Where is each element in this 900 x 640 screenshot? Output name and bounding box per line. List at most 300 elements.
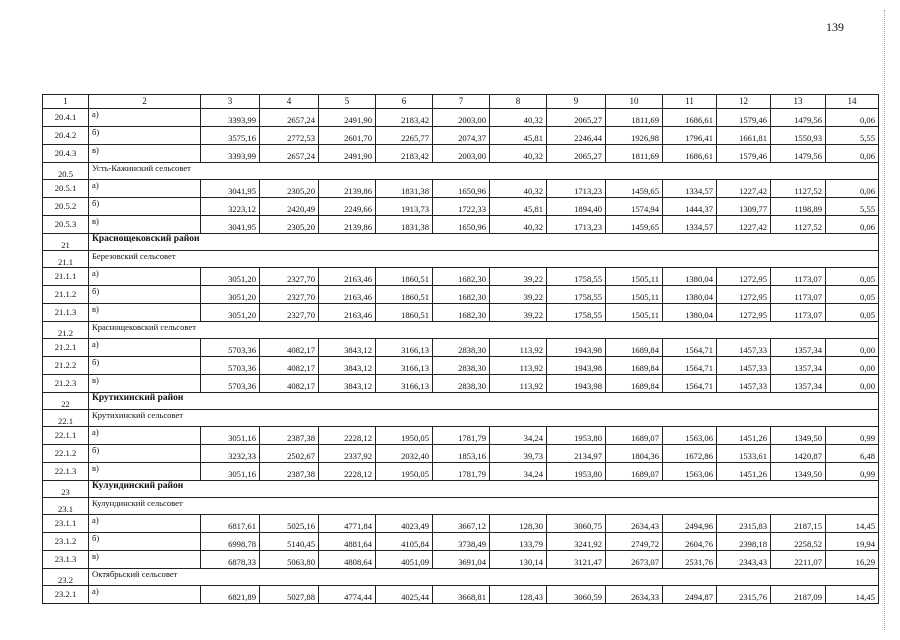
row-code: 20.5.1: [43, 180, 89, 198]
header-cell: 7: [433, 95, 490, 109]
value-cell: 1689,84: [606, 339, 663, 357]
value-cell: 3166,13: [376, 375, 433, 393]
row-variant: в): [89, 216, 201, 234]
value-cell: 1334,57: [663, 216, 717, 234]
value-cell: 1357,34: [771, 375, 826, 393]
value-cell: 2398,18: [717, 533, 771, 551]
value-cell: 1420,87: [771, 445, 826, 463]
row-variant: а): [89, 427, 201, 445]
table-row: [43, 463, 879, 481]
value-cell: 3738,49: [433, 533, 490, 551]
row-code: 23.1.1: [43, 515, 89, 533]
value-cell: 6821,89: [201, 586, 260, 604]
value-cell: 2337,92: [319, 445, 376, 463]
header-cell: 14: [826, 95, 879, 109]
value-cell: 2604,76: [663, 533, 717, 551]
value-cell: 1831,38: [376, 216, 433, 234]
value-cell: 1564,71: [663, 357, 717, 375]
row-code: 21.2.1: [43, 339, 89, 357]
table-row: [43, 268, 879, 286]
value-cell: 1913,73: [376, 198, 433, 216]
value-cell: 3166,13: [376, 339, 433, 357]
value-cell: 14,45: [826, 586, 879, 604]
value-cell: 1127,52: [771, 180, 826, 198]
value-cell: 3166,13: [376, 357, 433, 375]
value-cell: 1451,26: [717, 427, 771, 445]
value-cell: 2838,30: [433, 357, 490, 375]
table-row: [43, 216, 879, 234]
row-variant: б): [89, 198, 201, 216]
value-cell: 40,32: [490, 145, 547, 163]
value-cell: 1758,55: [547, 286, 606, 304]
value-cell: 1505,11: [606, 268, 663, 286]
district-row: [43, 234, 879, 251]
value-cell: 1563,06: [663, 463, 717, 481]
value-cell: 1127,52: [771, 216, 826, 234]
district-name: Кулундинский район: [89, 481, 879, 498]
value-cell: 1349,50: [771, 427, 826, 445]
table-row: [43, 198, 879, 216]
value-cell: 1198,89: [771, 198, 826, 216]
row-variant: в): [89, 304, 201, 322]
value-cell: 1451,26: [717, 463, 771, 481]
row-code: 20.4.2: [43, 127, 89, 145]
header-cell: 11: [663, 95, 717, 109]
value-cell: 2183,42: [376, 109, 433, 127]
value-cell: 5,55: [826, 198, 879, 216]
value-cell: 1796,41: [663, 127, 717, 145]
value-cell: 3668,81: [433, 586, 490, 604]
value-cell: 1943,98: [547, 375, 606, 393]
table-row: [43, 533, 879, 551]
value-cell: 1682,30: [433, 268, 490, 286]
value-cell: 2491,90: [319, 145, 376, 163]
section-code: 20.5: [43, 163, 89, 180]
section-code: 23.1: [43, 498, 89, 515]
row-variant: в): [89, 551, 201, 569]
value-cell: 1457,33: [717, 357, 771, 375]
row-variant: а): [89, 180, 201, 198]
value-cell: 0,00: [826, 375, 879, 393]
value-cell: 1272,95: [717, 304, 771, 322]
value-cell: 1926,98: [606, 127, 663, 145]
value-cell: 1533,61: [717, 445, 771, 463]
value-cell: 2749,72: [606, 533, 663, 551]
value-cell: 113,92: [490, 339, 547, 357]
value-cell: 4082,17: [260, 339, 319, 357]
value-cell: 2228,12: [319, 427, 376, 445]
value-cell: 40,32: [490, 180, 547, 198]
value-cell: 0,06: [826, 216, 879, 234]
row-code: 22.1.2: [43, 445, 89, 463]
settlement-row: [43, 322, 879, 339]
value-cell: 6817,61: [201, 515, 260, 533]
value-cell: 2246,44: [547, 127, 606, 145]
value-cell: 1811,69: [606, 145, 663, 163]
table-row: [43, 339, 879, 357]
value-cell: 2673,07: [606, 551, 663, 569]
data-table: [42, 94, 879, 604]
value-cell: 1722,33: [433, 198, 490, 216]
scan-edge-line: [884, 10, 885, 630]
value-cell: 2838,30: [433, 375, 490, 393]
row-code: 21.1.2: [43, 286, 89, 304]
value-cell: 0,05: [826, 286, 879, 304]
value-cell: 1689,07: [606, 463, 663, 481]
value-cell: 1682,30: [433, 286, 490, 304]
value-cell: 3121,47: [547, 551, 606, 569]
value-cell: 1650,96: [433, 180, 490, 198]
header-cell: 10: [606, 95, 663, 109]
table-row: [43, 109, 879, 127]
settlement-row: [43, 251, 879, 268]
settlement-name: Усть-Кажинский сельсовет: [89, 163, 879, 180]
value-cell: 1943,98: [547, 339, 606, 357]
value-cell: 0,06: [826, 180, 879, 198]
table-row: [43, 445, 879, 463]
value-cell: 1579,46: [717, 109, 771, 127]
value-cell: 1689,07: [606, 427, 663, 445]
value-cell: 2327,70: [260, 304, 319, 322]
value-cell: 39,22: [490, 304, 547, 322]
value-cell: 1758,55: [547, 304, 606, 322]
row-code: 20.4.1: [43, 109, 89, 127]
value-cell: 39,73: [490, 445, 547, 463]
value-cell: 3060,75: [547, 515, 606, 533]
value-cell: 5703,36: [201, 339, 260, 357]
value-cell: 6,48: [826, 445, 879, 463]
value-cell: 1713,23: [547, 216, 606, 234]
row-code: 21.2.2: [43, 357, 89, 375]
value-cell: 1713,23: [547, 180, 606, 198]
value-cell: 3843,12: [319, 357, 376, 375]
value-cell: 2032,40: [376, 445, 433, 463]
value-cell: 5063,80: [260, 551, 319, 569]
value-cell: 0,99: [826, 427, 879, 445]
value-cell: 1227,42: [717, 216, 771, 234]
value-cell: 1380,04: [663, 304, 717, 322]
value-cell: 2211,07: [771, 551, 826, 569]
row-variant: в): [89, 375, 201, 393]
value-cell: 4105,84: [376, 533, 433, 551]
value-cell: 3041,95: [201, 180, 260, 198]
row-code: 23.1.2: [43, 533, 89, 551]
value-cell: 1459,65: [606, 180, 663, 198]
value-cell: 1309,77: [717, 198, 771, 216]
value-cell: 5027,88: [260, 586, 319, 604]
value-cell: 3843,12: [319, 339, 376, 357]
value-cell: 1357,34: [771, 357, 826, 375]
value-cell: 4881,64: [319, 533, 376, 551]
district-name: Краснощековский район: [89, 234, 879, 251]
value-cell: 2420,49: [260, 198, 319, 216]
value-cell: 1550,93: [771, 127, 826, 145]
value-cell: 1804,36: [606, 445, 663, 463]
value-cell: 34,24: [490, 427, 547, 445]
settlement-row: [43, 498, 879, 515]
value-cell: 2657,24: [260, 145, 319, 163]
value-cell: 3667,12: [433, 515, 490, 533]
row-code: 22.1.3: [43, 463, 89, 481]
value-cell: 2258,52: [771, 533, 826, 551]
table-header-row: [43, 95, 879, 109]
settlement-name: Октябрьский сельсовет: [89, 569, 879, 586]
district-row: [43, 393, 879, 410]
row-variant: б): [89, 286, 201, 304]
value-cell: 2265,77: [376, 127, 433, 145]
value-cell: 1574,94: [606, 198, 663, 216]
header-cell: 6: [376, 95, 433, 109]
value-cell: 2134,97: [547, 445, 606, 463]
value-cell: 2494,87: [663, 586, 717, 604]
value-cell: 3041,95: [201, 216, 260, 234]
value-cell: 2163,46: [319, 286, 376, 304]
value-cell: 1686,61: [663, 145, 717, 163]
header-cell: 8: [490, 95, 547, 109]
value-cell: 0,99: [826, 463, 879, 481]
value-cell: 0,00: [826, 357, 879, 375]
row-variant: а): [89, 515, 201, 533]
row-variant: б): [89, 533, 201, 551]
value-cell: 3051,20: [201, 304, 260, 322]
value-cell: 2657,24: [260, 109, 319, 127]
row-code: 23.2.1: [43, 586, 89, 604]
settlement-row: [43, 163, 879, 180]
value-cell: 1579,46: [717, 145, 771, 163]
header-cell: 3: [201, 95, 260, 109]
value-cell: 2327,70: [260, 268, 319, 286]
value-cell: 1860,51: [376, 304, 433, 322]
row-variant: а): [89, 339, 201, 357]
value-cell: 1953,80: [547, 427, 606, 445]
value-cell: 4808,64: [319, 551, 376, 569]
value-cell: 2838,30: [433, 339, 490, 357]
row-code: 20.5.2: [43, 198, 89, 216]
row-code: 23.1.3: [43, 551, 89, 569]
row-variant: б): [89, 127, 201, 145]
table-row: [43, 180, 879, 198]
value-cell: 3843,12: [319, 375, 376, 393]
row-variant: в): [89, 145, 201, 163]
value-cell: 1781,79: [433, 463, 490, 481]
value-cell: 0,05: [826, 304, 879, 322]
value-cell: 3223,12: [201, 198, 260, 216]
value-cell: 2065,27: [547, 145, 606, 163]
value-cell: 3051,16: [201, 427, 260, 445]
table-row: [43, 127, 879, 145]
value-cell: 4082,17: [260, 375, 319, 393]
value-cell: 34,24: [490, 463, 547, 481]
value-cell: 5140,45: [260, 533, 319, 551]
table-row: [43, 515, 879, 533]
table-body: [43, 109, 879, 604]
value-cell: 5,55: [826, 127, 879, 145]
value-cell: 128,30: [490, 515, 547, 533]
value-cell: 2772,53: [260, 127, 319, 145]
value-cell: 2343,43: [717, 551, 771, 569]
value-cell: 113,92: [490, 357, 547, 375]
settlement-name: Березовский сельсовет: [89, 251, 879, 268]
value-cell: 1380,04: [663, 268, 717, 286]
value-cell: 113,92: [490, 375, 547, 393]
value-cell: 2601,70: [319, 127, 376, 145]
value-cell: 2163,46: [319, 304, 376, 322]
value-cell: 3060,59: [547, 586, 606, 604]
value-cell: 2228,12: [319, 463, 376, 481]
value-cell: 1479,56: [771, 109, 826, 127]
value-cell: 5703,36: [201, 357, 260, 375]
page-number: 139: [826, 20, 844, 34]
header-cell: 2: [89, 95, 201, 109]
value-cell: 2003,00: [433, 145, 490, 163]
row-code: 21.1.1: [43, 268, 89, 286]
value-cell: 2387,38: [260, 427, 319, 445]
row-variant: а): [89, 586, 201, 604]
value-cell: 1650,96: [433, 216, 490, 234]
value-cell: 3051,16: [201, 463, 260, 481]
value-cell: 4771,84: [319, 515, 376, 533]
value-cell: 2139,86: [319, 180, 376, 198]
value-cell: 3691,04: [433, 551, 490, 569]
value-cell: 1505,11: [606, 304, 663, 322]
value-cell: 2305,20: [260, 180, 319, 198]
row-code: 20.4.3: [43, 145, 89, 163]
value-cell: 1457,33: [717, 375, 771, 393]
value-cell: 5025,16: [260, 515, 319, 533]
value-cell: 16,29: [826, 551, 879, 569]
value-cell: 130,14: [490, 551, 547, 569]
table-row: [43, 375, 879, 393]
value-cell: 2139,86: [319, 216, 376, 234]
value-cell: 0,05: [826, 268, 879, 286]
value-cell: 1686,61: [663, 109, 717, 127]
value-cell: 6998,78: [201, 533, 260, 551]
value-cell: 1173,07: [771, 286, 826, 304]
value-cell: 1505,11: [606, 286, 663, 304]
header-cell: 9: [547, 95, 606, 109]
table-row: [43, 286, 879, 304]
value-cell: 4082,17: [260, 357, 319, 375]
value-cell: 1853,16: [433, 445, 490, 463]
value-cell: 1950,05: [376, 427, 433, 445]
value-cell: 1860,51: [376, 268, 433, 286]
value-cell: 3393,99: [201, 145, 260, 163]
value-cell: 2315,76: [717, 586, 771, 604]
value-cell: 39,22: [490, 268, 547, 286]
section-code: 21: [43, 234, 89, 251]
section-code: 23: [43, 481, 89, 498]
value-cell: 1661,81: [717, 127, 771, 145]
value-cell: 128,43: [490, 586, 547, 604]
table-row: [43, 586, 879, 604]
header-cell: 1: [43, 95, 89, 109]
settlement-row: [43, 410, 879, 427]
value-cell: 19,94: [826, 533, 879, 551]
value-cell: 1672,86: [663, 445, 717, 463]
value-cell: 4025,44: [376, 586, 433, 604]
value-cell: 1953,80: [547, 463, 606, 481]
value-cell: 2494,96: [663, 515, 717, 533]
table-row: [43, 145, 879, 163]
value-cell: 2183,42: [376, 145, 433, 163]
value-cell: 1943,98: [547, 357, 606, 375]
value-cell: 2187,15: [771, 515, 826, 533]
value-cell: 6878,33: [201, 551, 260, 569]
row-code: 22.1.1: [43, 427, 89, 445]
district-row: [43, 481, 879, 498]
value-cell: 4051,09: [376, 551, 433, 569]
value-cell: 1479,56: [771, 145, 826, 163]
value-cell: 3051,20: [201, 286, 260, 304]
district-name: Крутихинский район: [89, 393, 879, 410]
table-row: [43, 551, 879, 569]
value-cell: 2163,46: [319, 268, 376, 286]
value-cell: 4774,44: [319, 586, 376, 604]
value-cell: 1563,06: [663, 427, 717, 445]
header-cell: 5: [319, 95, 376, 109]
settlement-name: Крутихинский сельсовет: [89, 410, 879, 427]
value-cell: 5703,36: [201, 375, 260, 393]
value-cell: 1227,42: [717, 180, 771, 198]
value-cell: 40,32: [490, 216, 547, 234]
header-cell: 13: [771, 95, 826, 109]
value-cell: 2502,67: [260, 445, 319, 463]
value-cell: 45,81: [490, 198, 547, 216]
value-cell: 4023,49: [376, 515, 433, 533]
value-cell: 0,00: [826, 339, 879, 357]
value-cell: 2491,90: [319, 109, 376, 127]
row-variant: а): [89, 268, 201, 286]
row-code: 20.5.3: [43, 216, 89, 234]
value-cell: 2634,43: [606, 515, 663, 533]
settlement-name: Краснощековский сельсовет: [89, 322, 879, 339]
value-cell: 2634,33: [606, 586, 663, 604]
settlement-name: Кулундинский сельсовет: [89, 498, 879, 515]
value-cell: 2003,00: [433, 109, 490, 127]
value-cell: 1564,71: [663, 339, 717, 357]
value-cell: 1272,95: [717, 286, 771, 304]
value-cell: 1564,71: [663, 375, 717, 393]
value-cell: 45,81: [490, 127, 547, 145]
value-cell: 1173,07: [771, 268, 826, 286]
value-cell: 2065,27: [547, 109, 606, 127]
value-cell: 2249,66: [319, 198, 376, 216]
value-cell: 1894,40: [547, 198, 606, 216]
section-code: 21.1: [43, 251, 89, 268]
value-cell: 1349,50: [771, 463, 826, 481]
value-cell: 1173,07: [771, 304, 826, 322]
table-row: [43, 304, 879, 322]
value-cell: 40,32: [490, 109, 547, 127]
row-variant: б): [89, 357, 201, 375]
section-code: 23.2: [43, 569, 89, 586]
section-code: 22.1: [43, 410, 89, 427]
value-cell: 2315,83: [717, 515, 771, 533]
value-cell: 2305,20: [260, 216, 319, 234]
table-row: [43, 427, 879, 445]
value-cell: 3051,20: [201, 268, 260, 286]
value-cell: 1272,95: [717, 268, 771, 286]
section-code: 22: [43, 393, 89, 410]
value-cell: 1380,04: [663, 286, 717, 304]
value-cell: 3232,33: [201, 445, 260, 463]
value-cell: 1689,84: [606, 357, 663, 375]
value-cell: 1457,33: [717, 339, 771, 357]
value-cell: 1811,69: [606, 109, 663, 127]
value-cell: 1682,30: [433, 304, 490, 322]
value-cell: 3241,92: [547, 533, 606, 551]
value-cell: 1334,57: [663, 180, 717, 198]
